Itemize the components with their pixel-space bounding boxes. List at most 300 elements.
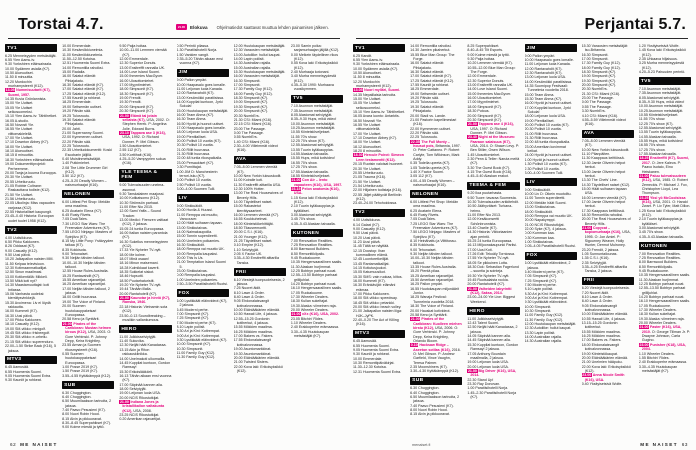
listing-item: 15.00 Tonnin superdieetti. — [176, 234, 218, 239]
listing-item: 20.55 Urheiluruutu. — [5, 179, 36, 184]
movie-title: Night at the Museum: Faaraon salaisuus (K7), — [470, 135, 516, 144]
listing-item: 8.00 Nuori Robin Hood. — [62, 412, 100, 417]
listing-item: 10.00 Haapasalo goes lomalle. — [176, 82, 226, 87]
listing-item: 10.00–10.30 Neljän tähden talkoot. — [62, 260, 106, 270]
listing-item: 12.25 70's show (K7). — [290, 139, 326, 144]
listing-item: 19.30 Salatut elämät: Pihlajakatu. — [62, 117, 97, 127]
listing-item: 19.30 Alaska: viimeinen raja. — [638, 316, 685, 321]
listing-item: 19.00 Frendit. — [119, 96, 142, 101]
listing-item: 9.00 Tehonaiset. — [62, 252, 89, 257]
listing-item: 2.30 Penn & Teller: Naruta meitä (K7). — [467, 156, 520, 166]
listing-item: 6.45 Moderni perhe. — [176, 307, 209, 312]
listing-item: 9.05 Ehdonalaisvangit kotivalvonnassa. — [581, 303, 618, 313]
listing-item: 15.55 Hups, mikä kotivideo! — [290, 156, 336, 161]
listing-item: 18.00 Ehdonalaisvangit kotivalvonnassa. — [581, 342, 620, 352]
movie-title: Con Air – lento vapauteen (K16), USA, 1997. — [293, 178, 343, 187]
listing-item: 19.00 Rempalla kaupaksi. — [176, 251, 218, 256]
listing-item: 9.00 Casualty (K12). — [5, 248, 38, 253]
listing-item: 14.00 Love Island Suomi. — [119, 70, 160, 75]
listing-item: 6.30 Chuggington. — [62, 390, 92, 395]
listing-item: 19.30 Frendit. — [119, 100, 142, 105]
listing-item: 17.55 Yle Nyheter TV-nytt. — [467, 256, 510, 261]
movie-time-chip: 23.15 — [291, 186, 301, 191]
listing-item: 15.00 Ihmemies MacGyver. — [119, 74, 164, 79]
listing-item: 4.35–5.43 Alaskan taivaalla. — [290, 221, 336, 226]
listing-item: 16.55 Yle Uutiset viittomakielellä. — [5, 127, 33, 136]
channel-column — [525, 44, 577, 437]
movie-time-chip: 23.40 — [467, 135, 477, 140]
listing-item: 2.35 Moonshiners (K7). — [410, 364, 448, 369]
listing-item: 16.00 Unelmien poikamies. — [176, 238, 220, 243]
listing-item: 1.50 Posse 2019 (K7). — [62, 369, 98, 374]
listing-item: 15.20 Pientä pilaa. — [410, 269, 440, 274]
movie-time-chip: 21.00 — [582, 225, 592, 230]
listing-item: 14.30 Australian rajalla. — [233, 61, 272, 66]
listing-item: 16.30 Simpsonit. — [233, 78, 261, 83]
listing-item: 21.00 Pirates of the Caribbean: Kuolleen miehen kirstu (K12), USA, 2006. O: Gore Verbinski. P: Johnny Depp, Keira Knightley, Orlando Bloom. — [410, 317, 462, 343]
channel-section — [467, 44, 519, 179]
channel-header: FRII — [582, 277, 634, 285]
listing-item: 2.40 Erakkoperhe erämaassa. — [638, 360, 688, 365]
listing-item: 0.30 Kumman kaa. — [524, 235, 555, 240]
listing-item: 10.00 Huvila & Huussi. — [176, 208, 213, 213]
listing-item: 16.00 Salatut elämät: Pihlajakatu. — [62, 74, 97, 83]
listing-item: 10.00 Kotikatsomo (K12). — [119, 196, 160, 201]
listing-item: 17.00 Simpsonit. — [233, 83, 261, 88]
listing-item: 18.07 Minä osaan! — [119, 257, 149, 262]
listing-item: 22.30 Stand Up! — [467, 377, 494, 382]
listing-item: 15.05 Katumuusikot. — [353, 270, 386, 275]
listing-item: 0.55 NumbErs. — [233, 135, 258, 140]
listing-item: 0.00 Kumman kaa. — [524, 231, 555, 236]
listing-item: 10.00 Asunnon metsästäjät. — [638, 104, 684, 109]
listing-item: 18.00 Selviytyjät. — [119, 386, 147, 391]
listing-item: 18.25 Emmerdale. — [62, 100, 92, 105]
movie-title: Kaunotar ja hirviö (K7), Ranska, 1946. — [122, 296, 171, 305]
movie-time-chip: 23.10 — [119, 130, 129, 135]
listing-item: 1.00 Paratiisihotelli Norja. — [467, 386, 509, 391]
channel-section — [5, 226, 57, 353]
listing-item: 9.30 Kauniit ja rohkeat. — [5, 378, 42, 383]
title-rule — [8, 16, 340, 39]
listing-item: 1.35 C.S.I. (K16). — [581, 256, 610, 261]
channel-column — [410, 44, 462, 437]
listing-item: 6.45 Rusty Rivets. — [410, 212, 440, 217]
listing-item: 9.30 Neljän tähden talkoot. — [410, 252, 453, 257]
listing-item: 8.15 My Little Pony: Ystävyyden taikaa (K7). — [62, 239, 114, 248]
channel-section — [5, 44, 57, 223]
listing-item: 16.55 70's show. — [638, 143, 666, 148]
listing-item: 16.00 Lemmen viemää (K7). — [581, 195, 628, 200]
listing-item: 20.55 Urheiluruutu. — [353, 170, 384, 175]
listing-item: 23.45–0.40 Historia: Euroopan uudet tuulet 1958 (K12). — [5, 214, 54, 223]
listing-item: 21.00 Temptation Island Suomi 5. — [176, 260, 226, 269]
listing-item: 1.20 Yksityisetsivä Wolfe. — [638, 44, 680, 48]
listing-item: 12.50 Sinun maailmasi. — [5, 270, 43, 275]
listing-item: 0.10 Hacksaw Ridge – Aseeton sotilas (K16), 2016. O: Mel Gibson. P: Andrew Garfield, Vince Vaughn, Teresa Palmer. — [410, 343, 461, 365]
listing-item: 19.00 Remppa vai muutto UK. — [524, 213, 573, 218]
listing-item: 17.30 Family Guy (K12). — [233, 87, 273, 92]
listing-item: 8.15 Alvin ja pikkuoravat. — [62, 416, 102, 421]
listing-item: 13.30 Lapin poliisit. — [524, 330, 556, 335]
listing-item: 20.00 Suomen huutokauppakeisari Euroopassa. — [62, 304, 97, 317]
listing-item: 11.00 Leijonan luola Kanada. — [524, 62, 571, 67]
listing-item: 11.30 Family Guy (K12). — [176, 355, 216, 360]
listing-item: 19.20 Päivän sää. — [410, 96, 439, 101]
listing-item: 17.30 Family Guy (K12). — [581, 61, 621, 66]
listing-item: 7.25 Simpsonit (K7). — [524, 278, 558, 283]
listing-item: 11.30 Kaappaus keittiössä. — [581, 156, 625, 161]
listing-item: 9.45 Ruokakuume. — [290, 255, 322, 260]
movie-title: Hacksaw Ridge – Aseeton sotilas (K16), — [413, 343, 451, 352]
listing-item: 20.00 Tanja ja kuuma Eurooppa. — [5, 170, 57, 175]
channel-header: LIV — [177, 194, 229, 202]
listing-item: 12.30 Kotimaanmatkailijat. — [5, 265, 48, 270]
listing-item: 13.00 Autoliike: hullut kaupat. — [233, 52, 281, 57]
listing-item: 6.45 Aamusää. — [353, 339, 377, 344]
listing-item: 17.05 Ruokakuume. — [290, 290, 324, 295]
listing-item: 19.00 Seitsemän uutiset. — [410, 91, 450, 96]
listing-item: 8.26 Oddasat (K7). — [5, 244, 36, 249]
page-footer — [640, 442, 688, 447]
listing-item: 6.40 Chuggington. — [410, 390, 440, 395]
listing-item: 15.30 Kuppilat kuntoon, Gordon Ramsay! 2 jaksoa. — [467, 342, 519, 352]
listing-item: 9.30 Neljän tähden talkoot. — [62, 256, 105, 261]
listing-item: 15.10 Ylen Aamu-tv: Tähtihetket. — [5, 114, 58, 119]
movie-time-chip: 23.00 — [639, 342, 649, 347]
listing-item: 16.50 Novosti Yle. — [5, 123, 35, 128]
listing-item: 20.00 C.S.I. (K16). — [233, 230, 264, 235]
channel-header: NELONEN — [410, 190, 462, 198]
listing-item: 15.00 Yle Uutiset. — [5, 101, 34, 106]
listing-item: 20.00 Simpsonit (K7). — [467, 113, 502, 118]
listing-item: 0.40 Yksityisetsivä Wolfe. — [581, 381, 623, 386]
listing-item: 15.00 Australian rajalla. — [233, 65, 272, 70]
listing-item: 6.50 Muumilaakson tarinoita, 2 jaksoa. — [410, 394, 460, 404]
listing-item: 20.00 Simpsonit (K7). — [581, 83, 617, 88]
listing-item: 10.20 Lemmen viemää (K7). — [467, 61, 513, 66]
channel-section — [525, 44, 577, 175]
listing-item: 9.00 Pallon ympäri. — [176, 78, 208, 83]
listing-item: 12.00 Häät sulhasen tapaan. — [176, 221, 223, 226]
listing-item: 10.55 Kiinteistöveljekset. — [290, 130, 331, 135]
listing-item: 23.55 Arman ja Suomen rikosmysteerit (K16). — [62, 343, 101, 352]
listing-item: 15.06 Vanhasta uudeksi: kierrätysvinkkejä. — [5, 292, 45, 301]
listing-item: 19.30 Asuntomarkkinat. — [233, 351, 272, 356]
listing-item: 18.28 Kulmikkaat kaverit. — [119, 265, 160, 270]
listing-item: 10.00 Liv D: Oikein muotoiltu. — [524, 192, 572, 197]
listing-item: 11.50 8 minuuttia. — [5, 75, 34, 80]
listing-item: 15.30 Erikoislääkärit. — [119, 369, 153, 374]
listing-item: 6.25 Avatarin Elena. — [410, 208, 443, 213]
listing-item: 1.05 Sunnuntailounas. — [581, 252, 618, 257]
listing-item: 9.50 Uusi päivä. — [5, 252, 31, 257]
listing-item: 8.35–9.30 Hups, mikä video! — [290, 117, 337, 122]
listing-item: 16.13 Tähän aikaan ensi vuonna (K7). — [119, 373, 172, 383]
listing-item: 17.30 Wheeler Dealers. — [638, 308, 677, 313]
listing-item: 19.00 Simpsonit (K7). — [233, 100, 269, 105]
listing-item: 7.50 LEGO Ninjago: Masters of Spinjitzu (K7). — [410, 230, 461, 239]
listing-item: 8.40–8.45 Tilt Esports. — [467, 48, 504, 53]
listing-item: 9.30 Lystikkäät eläinvideot (K7). — [176, 338, 228, 343]
listing-item: 8.25 Superpahikset. — [467, 44, 500, 48]
movie-title: xXx (K16), USA, 2002. — [301, 312, 339, 317]
listing-item: 9.30 Yorkshiren eläinsairaala. — [5, 62, 52, 67]
listing-item: 6.55 Huomenta Suomi. — [353, 343, 390, 348]
listing-item: 4.00 Uutisikkuna. — [353, 218, 381, 223]
listing-item: 15.00 Häät sulhasen tapaan USA. — [581, 186, 627, 196]
listing-item: 10.00–11.00 Lemmen viemää (K7). — [119, 48, 167, 57]
listing-item: 20.00 Wheeler Dealers. — [638, 321, 677, 326]
listing-item: 8.10 Lapin poliisit. — [524, 287, 554, 292]
magazine-url: menaiset.fi — [412, 443, 431, 447]
listing-item: 8.30–8.45 Superpahikset (K7). — [62, 421, 111, 425]
listing-item: 7.50 Moderni perhe (K7). — [176, 320, 217, 325]
listing-item: 22.35 Urheiludokumentti: Koski Escobarin jäljillä. — [62, 148, 112, 157]
listing-item: 17.55 Alaskan taivaalla. — [290, 169, 329, 174]
title-rule — [356, 16, 688, 39]
listing-item: 3.30–4.30 Kyttäkämppä (K12). — [410, 369, 459, 374]
listing-item: 2.35–5.20 Tähän aikaan ensi vuonna (K7). — [176, 57, 223, 66]
channel-section — [525, 178, 577, 248]
listing-item: 9.50 Uusi päivä. — [353, 231, 379, 236]
listing-item: 12.55 Alastomat selviytyjät. — [290, 143, 335, 148]
listing-item: 6.20 Viestejä tuonpuoleisesta. — [581, 286, 630, 291]
listing-item: 12.15 Docstop: Ihan kummallinen elämä. — [353, 248, 388, 257]
listing-item: 18.00 Kiinteistökehittäjät. — [233, 221, 274, 226]
listing-item: 9.00 Ari ja Kini: Kotirempat. — [176, 333, 220, 338]
listing-item: 18.00 Sinkkuäidit. — [524, 209, 553, 214]
listing-item: 13.35 House Rules Australia. — [410, 265, 457, 270]
listing-item: 14.30 Historia: Viktoriaanien ajan perintö. — [467, 230, 513, 239]
movie-title: Copycat – kopiomurhaaja (K16), — [584, 225, 622, 235]
listing-item: 13.45 Rantamatkailijat. — [353, 261, 390, 266]
listing-item: 12.45 Luontoretkeilijät. — [353, 257, 390, 262]
channel-header: LIV — [525, 178, 577, 186]
listing-item: 9.45 Ruokakuume. — [638, 268, 670, 273]
listing-item: 19.00 Dokumenttiprojekti: Perheemme. — [5, 162, 46, 171]
listing-item: 18.00 Simpsonit (K7). — [467, 104, 502, 109]
channel-section — [177, 44, 229, 66]
listing-item: 20.30 Yle Uutiset. — [353, 166, 382, 171]
listing-item: 16.00 Ulosottomiehet. — [467, 96, 503, 101]
listing-item: 10.00–10.30 Neljän tähden talkoot. — [410, 256, 454, 265]
listing-item: 3.55–4.55 Kyttäkämppä (K12). — [62, 373, 111, 378]
listing-item: 23.00 Samin poika: sarjamurhaajan jäljillä (K12). — [290, 44, 340, 53]
page-title: Torstai 4.7. — [18, 16, 104, 33]
listing-item: 14.00 Naimakaupoilla. — [176, 229, 213, 234]
listing-item: 3.45 70's show. — [290, 217, 316, 222]
listing-item: 14.00 Remontilla rahoiksi. — [410, 44, 452, 48]
listing-item: 19.20 Yle Nyheter TV-nytt. — [119, 283, 162, 288]
listing-item: 1.15 Kova laki: Erikoisyksikkö (K12). — [290, 195, 338, 204]
listing-columns — [5, 44, 343, 437]
listing-item: 11.00 Family Guy (K12). — [524, 313, 564, 318]
listing-item: 13.55 Tuurin kyläkauppias. — [638, 130, 682, 135]
listing-item: 21.50 Yle Uutiset. — [5, 192, 34, 197]
listing-item: 23.50–0.13 Soundbreaking – musiikin vallankumous. — [119, 313, 166, 322]
listing-item: 16.30 Eränkävijät: elämäni erämaa. — [353, 283, 396, 292]
listing-item: 16.00 Ulosottomiehet. — [119, 78, 155, 83]
listing-item: 0.20 Amerikan rajavartijat. — [119, 417, 161, 422]
listing-item: 18.30 Yorkshiren eläinsairaala. — [5, 157, 54, 162]
listing-item: 22.15 CSI: Miami (K16). — [233, 122, 273, 127]
channel-header: FRII — [234, 268, 286, 276]
listing-item: 21.00 Rillit huurussa. — [524, 131, 559, 136]
listing-item: 14.15 Kotiutusjoukot. — [353, 265, 387, 270]
listing-item: 9.30 Yorkshiren eläinsairaala. — [353, 62, 400, 67]
listing-item: 11.00 Remppa vai muutto, Vancouver. — [176, 212, 219, 221]
listing-item: 16.55 Huutokaupan miljonäärit Junior. — [410, 286, 459, 296]
listing-item: 10.00 Emmerdale. — [353, 356, 383, 361]
channel-section — [639, 242, 691, 373]
channel-section — [582, 130, 634, 274]
listing-item: 7.35 Asunnon metsästäjät. — [290, 108, 334, 113]
listing-item: 21.00 Supernanny Suomi. — [62, 130, 104, 135]
channel-column — [177, 44, 229, 437]
listing-item: 12.43 Talent Suomi. — [467, 321, 500, 326]
listing-item: 15.25 Amerikan rajavartijat. — [410, 273, 454, 278]
listing-item: 13.15 Akin ja Riton rakkausklinikka. — [119, 347, 150, 357]
listing-item: 3.05 112 (K7). — [410, 174, 433, 179]
channel-header: HERO — [119, 325, 171, 333]
listing-item: 7.40 Paavo Pesusieni (K7). — [62, 407, 106, 412]
page-number: 63 — [681, 442, 688, 447]
listing-item: 19.30 Yle Nyheter TV-nytt. — [467, 273, 510, 278]
listing-item: 21.00 Pastorin kapellimestari (K16). — [410, 117, 457, 127]
listing-item: 17.00 Neljän tähden talkoot, 2 jaksoa. — [62, 286, 110, 296]
listing-item: 10.35 Hengenvaarallinen saalis. — [290, 260, 343, 265]
listing-item: 1.00 Hyvät ja huonot uutiset. — [524, 157, 571, 162]
listing-item: 18.50 Puutarhaturistit. — [119, 278, 155, 283]
listing-item: 15.50 Amerikan rajavartijat. — [410, 278, 454, 283]
channel-header: AVA — [582, 130, 634, 138]
listing-item: 18.12 Alueuutiset. — [353, 144, 382, 149]
listing-item: 17.00 Säpinää kannen alla. — [119, 382, 163, 387]
listing-item: 12.30 Rantavahdit (K7). — [524, 70, 563, 75]
listing-item: 13.00 The Real Housewives of Beverly Hills. — [233, 191, 283, 200]
listing-item: 21.00 Tappava ase 4 (K16), USA, 1997. O: Richard Donner. P: Mel Gibson. — [467, 122, 514, 135]
listing-item: 7.25 LEGO Star Wars: The Freemaker Adventures (K7). — [410, 221, 459, 230]
listing-item: 3.00–4.00 Suomen Tulli. — [176, 186, 216, 191]
listing-item: 7.10 Asunnon metsästäjät. — [638, 86, 682, 91]
listing-item: 20.00 Rantahotelli (K7). — [119, 291, 158, 296]
channel-column — [119, 44, 171, 437]
listing-item: 7.20 Nuoret äidit. — [581, 290, 610, 295]
listing-item: 17.55 Kauniit ja rohkeat. — [410, 83, 449, 88]
listing-item: 19.30 Simpsonit (K7). — [581, 78, 617, 83]
listing-item: 21.05 Robbie Coltrane: Raskauttava todiste (K12). — [5, 183, 51, 193]
listing-item: 8.10 Heinähattu ja Vilttitossu. — [410, 239, 457, 244]
listing-item: 21.50 Yle Uutiset. — [353, 179, 382, 184]
listing-item: 19.45 Ruotsalaista rockia. — [467, 278, 509, 283]
channel-section — [62, 44, 114, 187]
channel-section — [5, 356, 57, 383]
listing-item: 10.50 Alueuutiset. — [353, 70, 382, 75]
listing-item: 16.25 Amerikan rajavartijat. — [62, 282, 106, 287]
listing-item: 18.00 Remppa vai muutto UK. — [176, 247, 225, 252]
listing-item: 0.30 Pornittajat. — [176, 165, 202, 170]
movie-time-chip: 21.00 — [119, 296, 129, 301]
channel-header: TV1 — [5, 44, 57, 52]
listing-item: 17.00 Bakers vs. Fakers. — [581, 338, 622, 343]
listing-item: 1.40 X Factor Suomi. — [410, 169, 444, 174]
listing-item: 1.10 Wheeler Dealers. — [290, 321, 327, 326]
listing-item: 11.00 Julkkisselviytyjät. — [119, 334, 157, 339]
listing-item: 16.30 Uusi päivä. — [5, 313, 33, 318]
listing-item: 18.15 8 minuuttia. — [5, 153, 34, 158]
listing-item: 8.30 Ari ja Kini: Kotirempat. — [176, 329, 220, 334]
listing-item: 11.50 8 minuuttia. — [353, 75, 382, 80]
listing-item: 21.00 Faster (K16), USA, 2010. O: George Tillman Jr. P: Dwayne Johnson, Carla Gugino. — [639, 325, 691, 343]
listing-item — [5, 88, 57, 97]
listing-item: 19.00 Asuntomarkkinat. — [233, 347, 272, 352]
listing-item: 13.00 Jamie Oliverin helpot herkut. — [581, 169, 626, 178]
listing-item: 20.00 Napakymppi. — [524, 218, 556, 223]
channel-header: SUB — [410, 377, 462, 385]
listing-item: 19.00 The Voice of Finland. — [62, 299, 106, 304]
listing-item: 20.00 Leijonan luola USA. — [467, 364, 509, 369]
listing-item: 11.00 Family Guy (K12). — [176, 351, 216, 356]
channel-section — [639, 44, 691, 74]
listing-item: 19.25 Tulosruutu. — [410, 100, 438, 105]
listing-item: 17.05 Ruokakuume. — [638, 303, 672, 308]
channel-header: MTV3 — [5, 356, 57, 364]
listing-item: 17.05 Anthony Bourdain maailmalla, 2 jaksoa. — [467, 351, 506, 360]
listing-item: 3.00 Alastomat selviytyjät. — [290, 212, 333, 217]
listing-item: 15.30 Varaosien metsästäjät: Iso-Britannia. — [581, 44, 628, 53]
movie-color-swatch: 21.00 — [178, 25, 185, 29]
listing-item: 14.00 Kuppilat kuntoon, Jyrki Sukula! — [176, 100, 223, 109]
listing-item: 19.00 Pientilalliset. — [176, 134, 207, 139]
listing-item: 11.10 Pilanpäiten. — [581, 152, 611, 157]
listing-item: 6.40 Moderni perhe (K7). — [524, 269, 565, 274]
channel-column — [291, 44, 343, 437]
listing-item: 9.00 Sinkkuäidit. — [176, 203, 203, 208]
listing-item: 4.00 Uutisikkuna. — [5, 235, 33, 240]
listing-item: 6.45 Aamusää. — [5, 365, 29, 370]
listing-item: 0.55 Suomen huutokauppakeisari Euroopassa. — [62, 351, 97, 365]
listing-item — [467, 369, 519, 378]
movie-time-chip: 23.25 — [639, 195, 649, 200]
listing-item: 20.30 Yle Uutiset. — [5, 175, 34, 180]
listing-item: 13.40 Charlie (K7). — [467, 225, 498, 230]
listing-item: 15.00 Huutokaupan metsästäjät. — [176, 108, 229, 113]
listing-item: 10.55 Kiinteistöveljekset. — [638, 113, 679, 118]
listing-item: 16.00 Kummeli (K7). — [353, 279, 386, 283]
listing-item: 1.00 Sinkkutaivas. — [524, 239, 554, 244]
listing-item: 7.25 Renovation Realities. — [638, 255, 681, 260]
listing-item: 12.51 Huomenta Suomi Extra. — [62, 61, 111, 66]
listing-item: 16.30 Sinkkuäidit. — [176, 242, 205, 247]
listing-item: 16.30 Sukellus menneisyyteen (K12). — [119, 239, 169, 249]
listing-item: 10.00 New Yorkin luksuskodit. — [233, 173, 282, 178]
listing-item: 12.30 Jamie Oliverin helpot herkut. — [581, 160, 626, 170]
listing-item: 0.40 Muistinmetsästäjät. — [62, 156, 101, 161]
listing-item: 0.55 Kova laki: Erikoisyksikkö (K12). — [290, 61, 338, 70]
listing-item: 17.33 Yle Nyheter TV-nytt. — [119, 248, 162, 253]
page-friday — [348, 0, 696, 450]
listing-item: 16.30 Team Ahma. — [176, 117, 207, 122]
listing-item: 7.05–8.00 Lemmen viemää (K7). — [233, 165, 278, 174]
listing-item: 6.55 Ylen Aamu-tv. — [353, 57, 384, 62]
movie-time-chip: 13.05 — [5, 88, 15, 93]
listing-item: 14.35 Nepalilaisia tarinoita. — [353, 92, 397, 97]
listing-item: 22.00 48 tuntia rikospaikalla. — [524, 140, 571, 145]
listing-item: 10.00 Eläinlääkärien elämää. — [581, 312, 629, 317]
listing-item: 6.55 Ylen Aamu-tv. — [5, 57, 36, 62]
channel-header: YLE TEEMA & FEM — [119, 169, 171, 182]
